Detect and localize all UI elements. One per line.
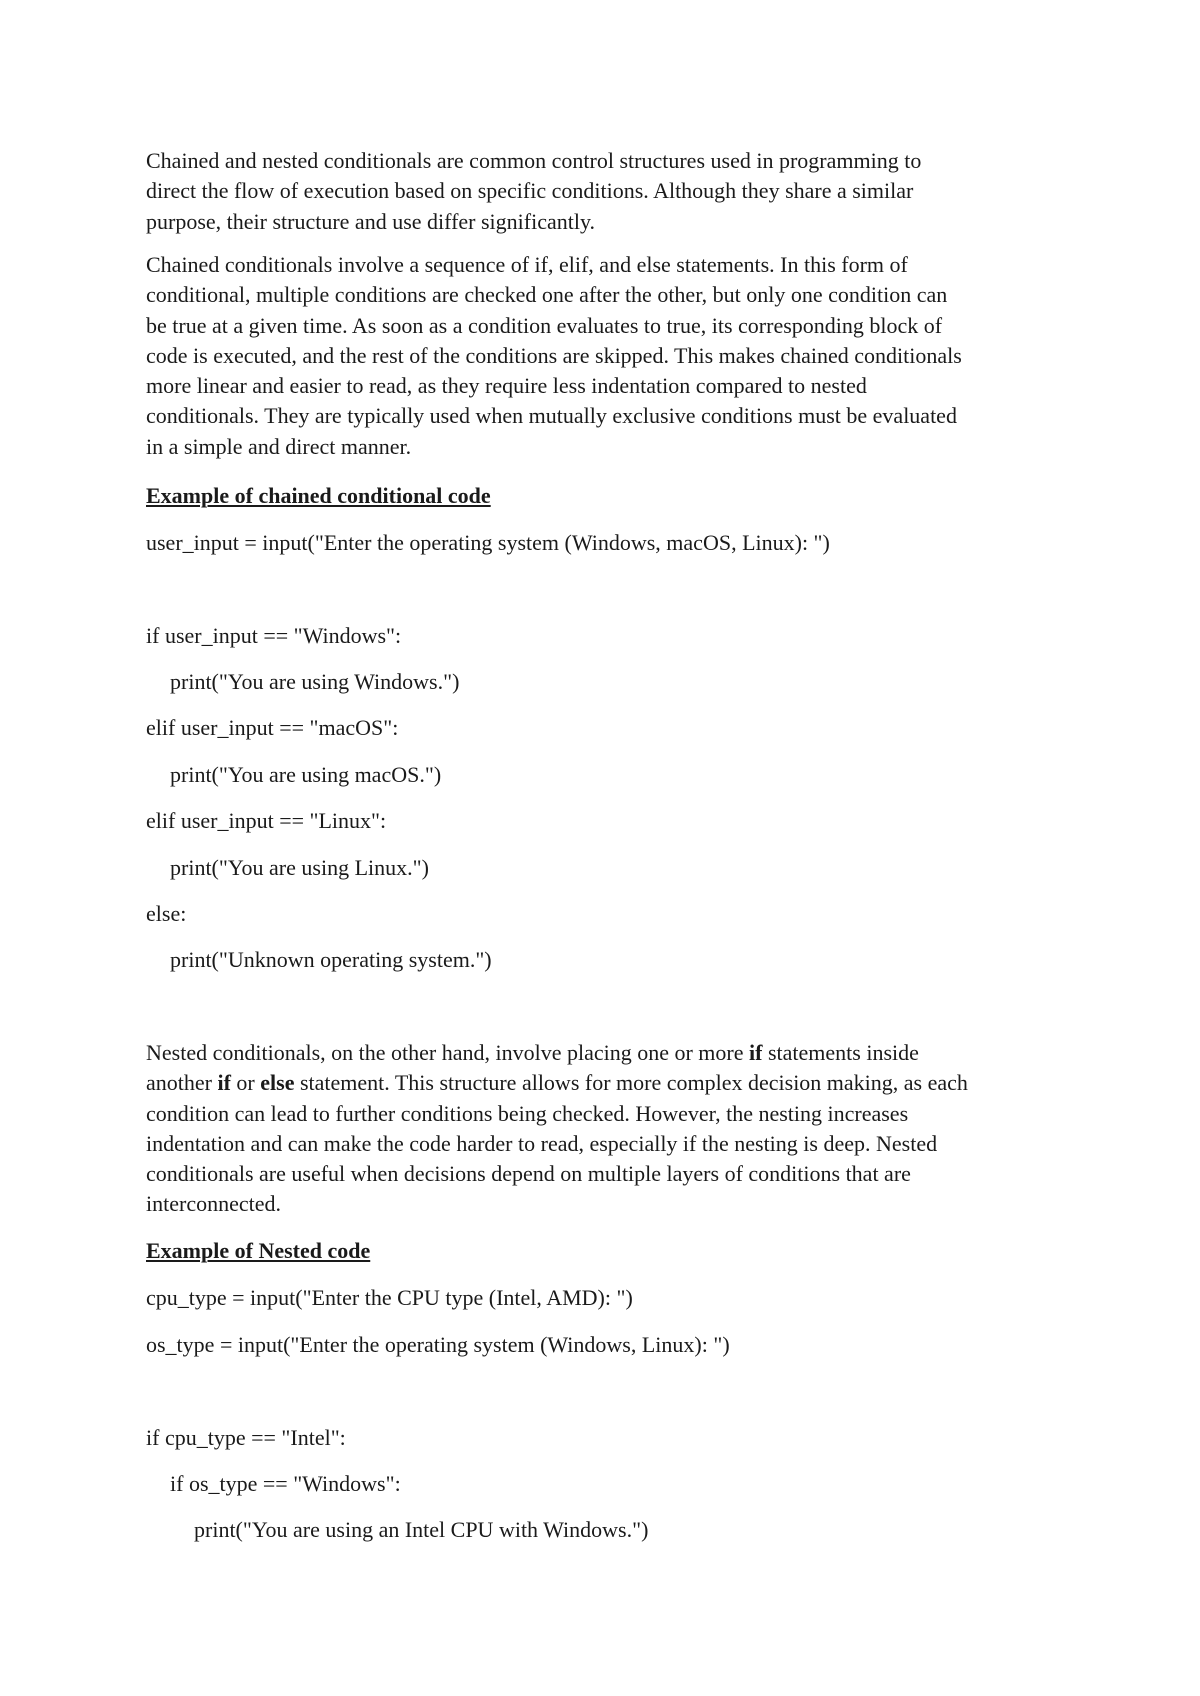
code-line: if os_type == "Windows": <box>170 1471 401 1496</box>
intro-line: Chained and nested conditionals are common control structures used in programming to <box>146 148 922 173</box>
chained-example-heading: Example of chained conditional code <box>146 483 491 508</box>
keyword-else: else <box>260 1070 295 1096</box>
chained-line: conditional, multiple conditions are checked one after the other, but only one condition can <box>146 282 948 308</box>
intro-line: purpose, their structure and use differ significantly. <box>146 208 596 234</box>
nested-line: conditionals are useful when decisions depend on multiple layers of conditions that are <box>146 1161 911 1187</box>
nested-text: statement. This structure allows for more complex decision making, as each <box>294 1070 968 1096</box>
intro-paragraph <box>146 146 1076 237</box>
nested-paragraph <box>146 1038 1076 1220</box>
chained-line: in a simple and direct manner. <box>146 433 412 459</box>
nested-text: statements inside <box>762 1040 919 1065</box>
nested-line <box>146 1068 1076 1098</box>
code-line: cpu_type = input("Enter the CPU type (Intel, AMD): ") <box>146 1285 633 1310</box>
nested-text: or <box>230 1070 261 1096</box>
code-line: print("Unknown operating system.") <box>170 947 492 972</box>
nested-text: another <box>146 1070 218 1096</box>
chained-paragraph <box>146 250 1076 462</box>
nested-example-heading: Example of Nested code <box>146 1238 371 1263</box>
code-line: print("You are using Windows.") <box>170 669 460 694</box>
chained-line: code is executed, and the rest of the conditions are skipped. This makes chained conditionals <box>146 342 962 368</box>
code-line: print("You are using an Intel CPU with Windows.") <box>194 1517 649 1542</box>
nested-line: condition can lead to further conditions being checked. However, the nesting increases <box>146 1100 909 1126</box>
code-line: elif user_input == "Linux": <box>146 808 387 833</box>
chained-line: conditionals. They are typically used when mutually exclusive conditions must be evaluated <box>146 403 957 429</box>
chained-line: more linear and easier to read, as they require less indentation compared to nested <box>146 373 867 399</box>
code-line: else: <box>146 901 187 926</box>
code-line: print("You are using Linux.") <box>170 855 429 880</box>
code-line: if user_input == "Windows": <box>146 623 402 648</box>
chained-line: be true at a given time. As soon as a condition evaluates to true, its corresponding block of <box>146 312 943 338</box>
code-line: print("You are using macOS.") <box>170 762 442 787</box>
keyword-if: if <box>217 1070 231 1096</box>
nested-line: interconnected. <box>146 1191 281 1217</box>
intro-line: direct the flow of execution based on specific conditions. Although they share a similar <box>146 178 914 204</box>
code-line: os_type = input("Enter the operating system (Windows, Linux): ") <box>146 1332 730 1357</box>
chained-line: Chained conditionals involve a sequence of if, elif, and else statements. In this form of <box>146 252 908 277</box>
keyword-if: if <box>749 1040 763 1065</box>
code-line: user_input = input("Enter the operating system (Windows, macOS, Linux): ") <box>146 530 830 555</box>
code-line: elif user_input == "macOS": <box>146 715 399 740</box>
nested-line <box>146 1038 1076 1068</box>
nested-line: indentation and can make the code harder to read, especially if the nesting is deep. Nested <box>146 1130 938 1156</box>
nested-text: Nested conditionals, on the other hand, involve placing one or more <box>146 1040 750 1065</box>
code-line: if cpu_type == "Intel": <box>146 1425 346 1450</box>
